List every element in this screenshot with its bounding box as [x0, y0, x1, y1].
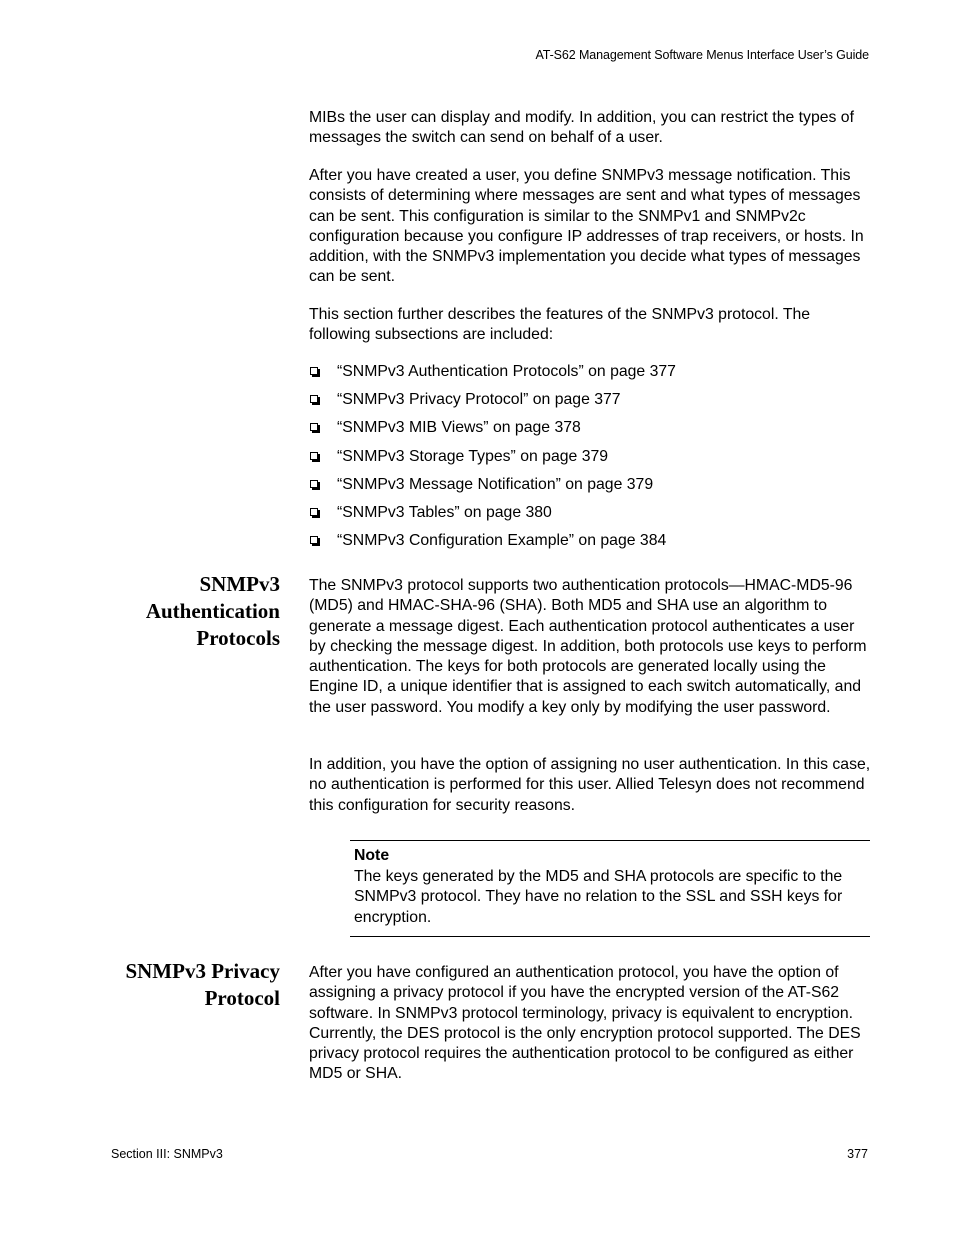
list-item[interactable] [309, 531, 871, 559]
intro-text-2: After you have created a user, you define SNMPv3 message notification. This consists of determining where messages are sent and what types of messages can be sent. This configuration is similar to the SNMPv1 and SNMPv2c configuration because you configure IP addresses of trap receivers, or hosts. In addition, with the SNMPv3 implementation you decide what types of messages can be sent. [309, 167, 864, 286]
heading-line: SNMPv3 [199, 572, 280, 596]
auth-paragraph-2 [309, 755, 871, 816]
list-item-label: “SNMPv3 Message Notification” on page 379 [337, 475, 654, 493]
list-item-label: “SNMPv3 Privacy Protocol” on page 377 [337, 391, 621, 409]
list-item[interactable] [309, 362, 871, 390]
note-text: The keys generated by the MD5 and SHA protocols are specific to the SNMPv3 protocol. They have no relation to the SSL and SSH keys for encryption. [354, 868, 843, 926]
auth-text-1: The SNMPv3 protocol supports two authentication protocols—HMAC-MD5-96 (MD5) and HMAC-SHA-96 (SHA). Both MD5 and SHA use an algorithm to generate a message digest. Each authentication protocol authenticates a user by checking the message digest. In addition, both protocols use keys to perform authentication. The keys for both protocols are generated locally using the Engine ID, a unique identifier that is assigned to each switch automatically, and the user password. You modify a key only by modifying the user password. [309, 577, 867, 716]
page-number: 377 [847, 1147, 868, 1161]
checkbox-bullet-icon [310, 367, 318, 375]
auth-text-2: In addition, you have the option of assigning no user authentication. In this case, no authentication is performed for this user. Allied Telesyn does not recommend this configuration for security reasons. [309, 756, 871, 814]
heading-line: Protocols [196, 626, 280, 650]
checkbox-bullet-icon [310, 395, 318, 403]
checkbox-bullet-icon [310, 423, 318, 431]
note-box [350, 840, 870, 937]
checkbox-bullet-icon [310, 508, 318, 516]
intro-paragraph-1 [309, 108, 871, 149]
list-item[interactable] [309, 503, 871, 531]
list-item-label: “SNMPv3 Tables” on page 380 [337, 503, 552, 521]
privacy-paragraph-1 [309, 963, 871, 1085]
auth-paragraph-1 [309, 576, 871, 718]
list-item-label: “SNMPv3 Storage Types” on page 379 [337, 447, 609, 465]
list-item[interactable] [309, 475, 871, 503]
intro-text-3: This section further describes the features of the SNMPv3 protocol. The following subsections are included: [309, 306, 811, 344]
list-item-label: “SNMPv3 MIB Views” on page 378 [337, 419, 581, 437]
section-heading-privacy [125, 958, 280, 1012]
checkbox-bullet-icon [310, 480, 318, 488]
checkbox-bullet-icon [310, 536, 318, 544]
section-heading-authentication [146, 571, 280, 652]
heading-line: SNMPv3 Privacy [125, 959, 280, 983]
list-item-label: “SNMPv3 Authentication Protocols” on page 377 [337, 363, 676, 380]
heading-line: Authentication [145, 599, 280, 623]
running-header: AT-S62 Management Software Menus Interface User’s Guide [535, 48, 869, 62]
intro-text-1: MIBs the user can display and modify. In addition, you can restrict the types of messages the switch can send on behalf of a user. [309, 109, 854, 147]
subsection-list [309, 362, 871, 559]
heading-line: Protocol [204, 986, 280, 1010]
list-item[interactable] [309, 418, 871, 446]
list-item[interactable] [309, 447, 871, 475]
privacy-text-1: After you have configured an authentication protocol, you have the option of assigning a privacy protocol if you have the encrypted version of the AT-S62 software. In SNMPv3 protocol terminology, privacy is equivalent to encryption. Currently, the DES protocol is the only encryption protocol supported. The DES privacy protocol requires the authentication protocol to be configured as either MD5 or SHA. [309, 964, 861, 1083]
intro-paragraph-3 [309, 305, 871, 346]
footer-section: Section III: SNMPv3 [111, 1147, 223, 1161]
checkbox-bullet-icon [310, 452, 318, 460]
list-item-label: “SNMPv3 Configuration Example” on page 384 [337, 532, 667, 550]
intro-paragraph-2 [309, 166, 871, 288]
note-label: Note [354, 847, 390, 864]
list-item[interactable] [309, 390, 871, 418]
